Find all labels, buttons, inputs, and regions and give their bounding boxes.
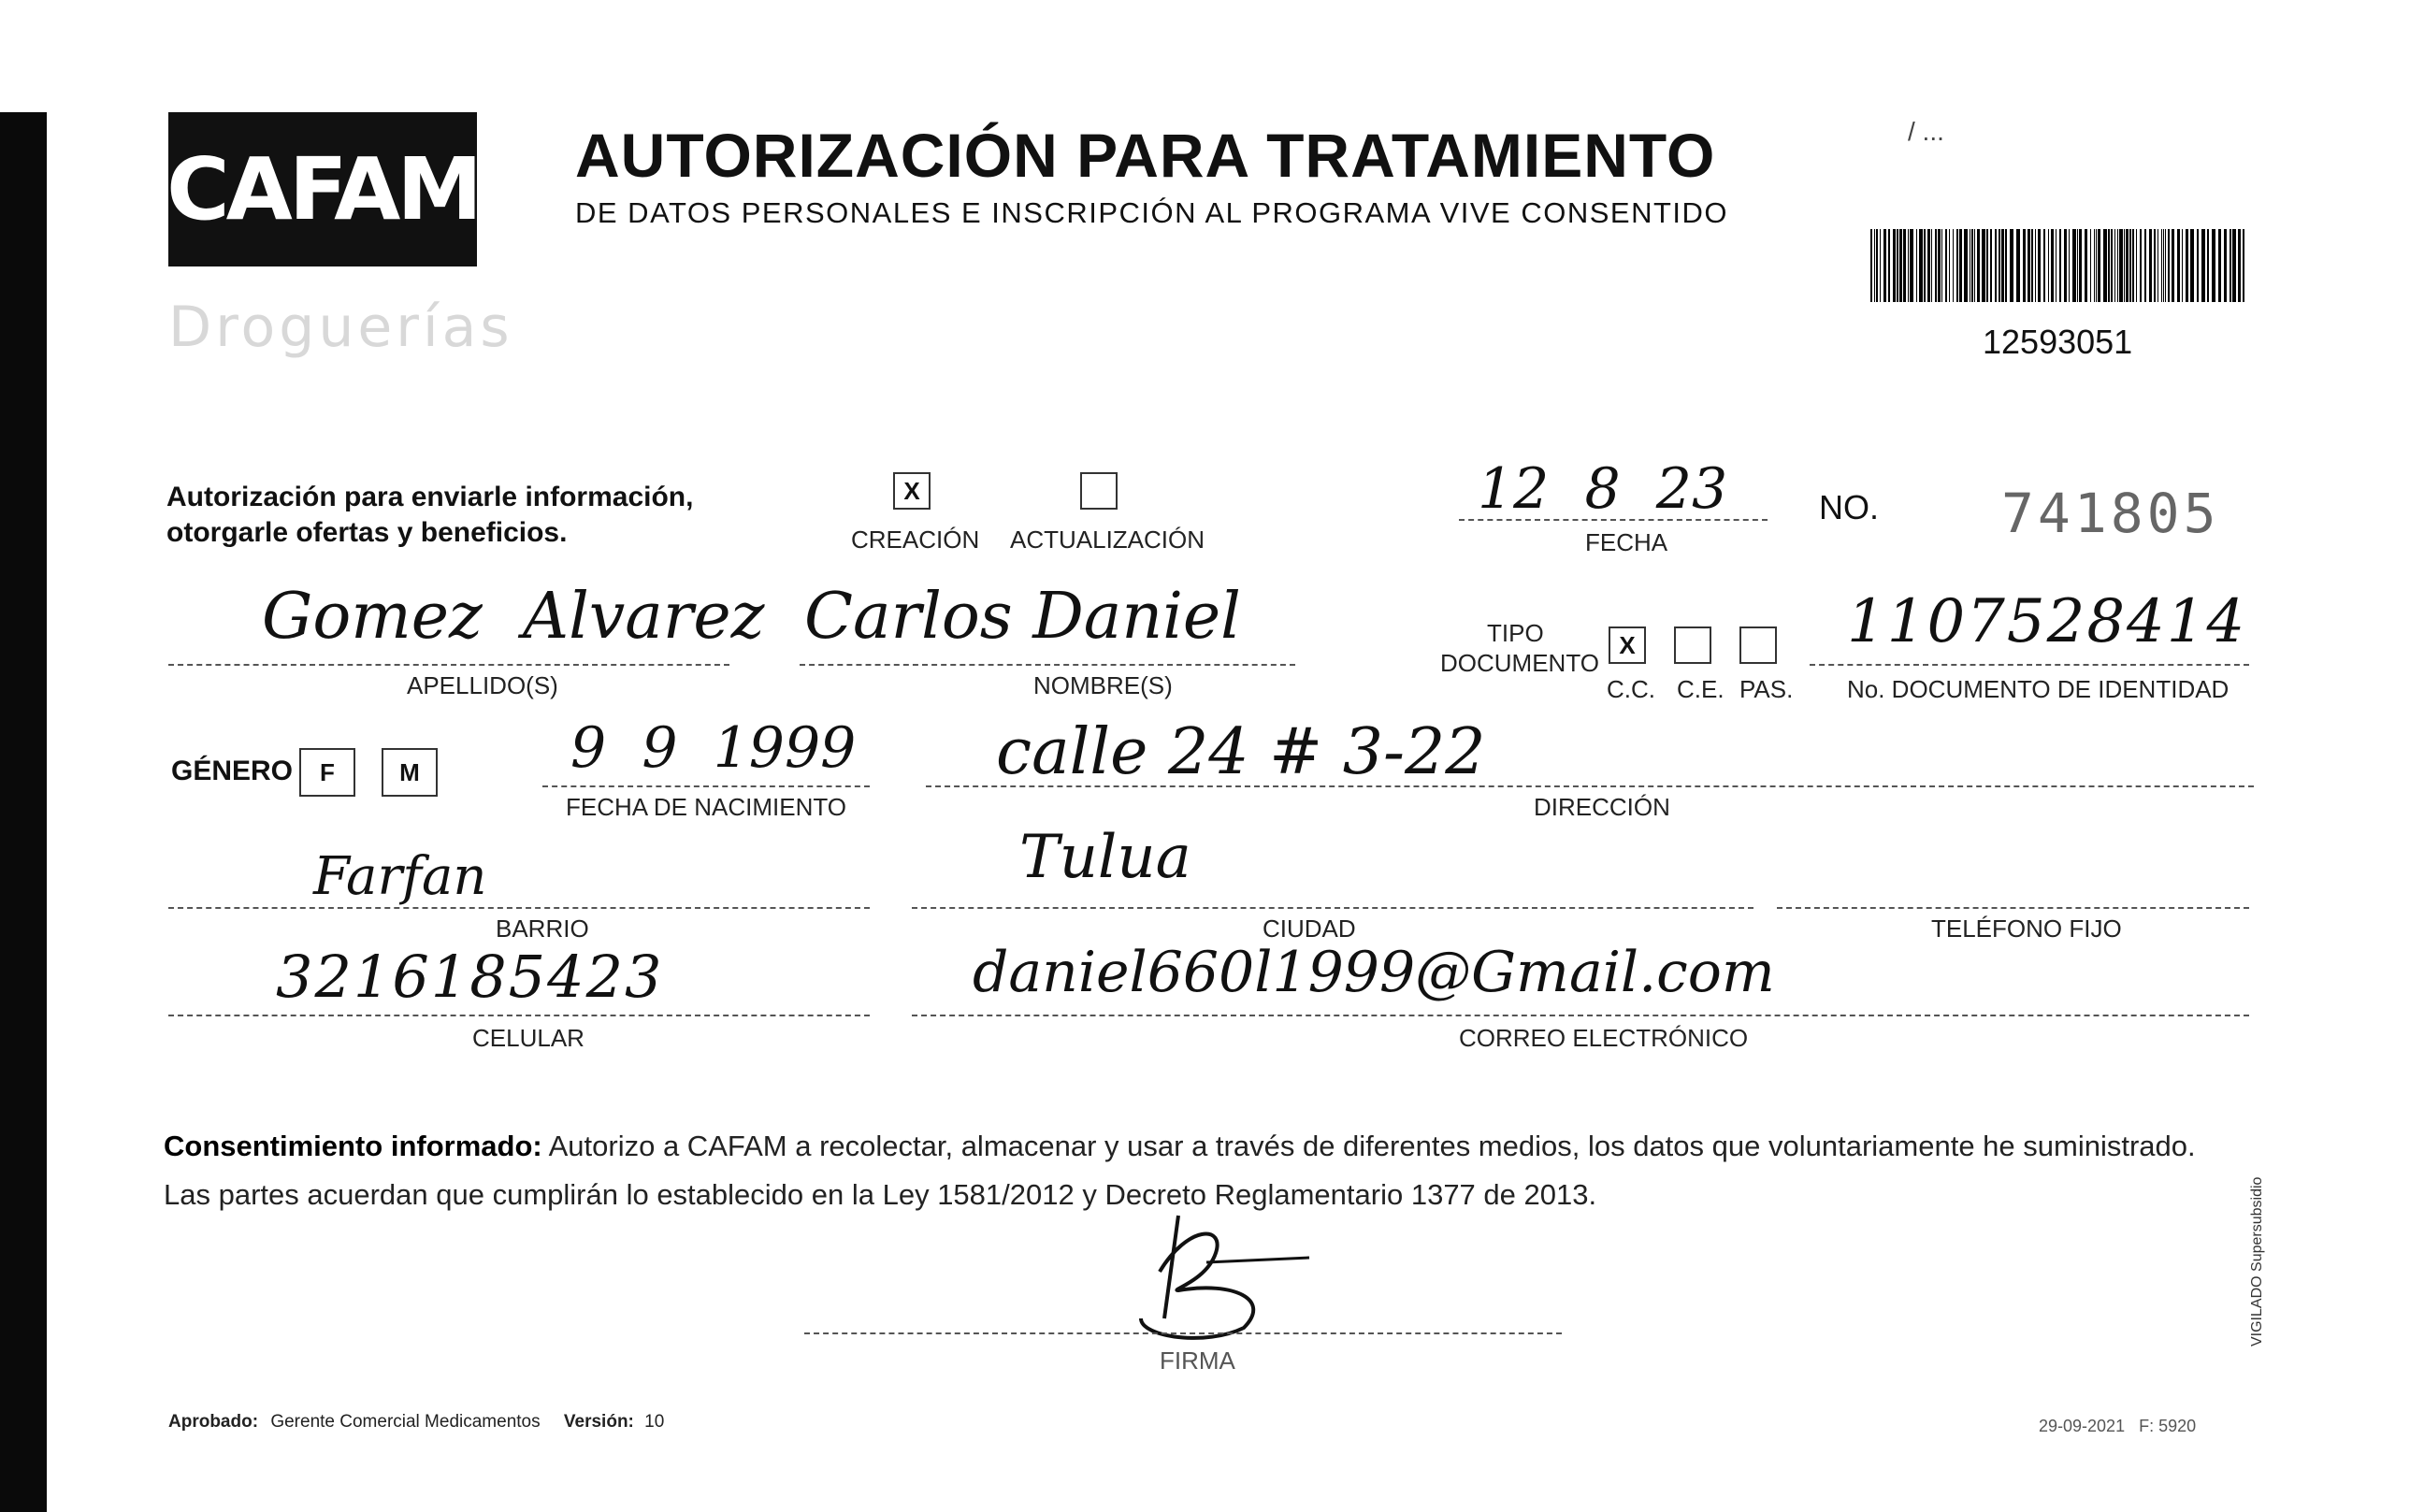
- pas-label: PAS.: [1739, 675, 1794, 703]
- correo-label: CORREO ELECTRÓNICO: [1459, 1024, 1749, 1052]
- apellidos-label: APELLIDO(S): [407, 671, 558, 699]
- actualizacion-checkbox[interactable]: [1080, 472, 1118, 510]
- tipo-label: TIPO: [1487, 619, 1544, 647]
- ciudad-label: CIUDAD: [1263, 914, 1356, 943]
- corner-mark: / ...: [1908, 117, 1944, 146]
- telefono-line: [1777, 907, 2249, 909]
- barcode: [1870, 229, 2244, 302]
- nacimiento-value[interactable]: 9 9 1999: [570, 715, 857, 781]
- fecha-value[interactable]: 12 8 23: [1478, 456, 1728, 522]
- creacion-label: CREACIÓN: [851, 526, 980, 554]
- intro-line-1: Autorización para enviarle información,: [166, 482, 694, 512]
- firma-label: FIRMA: [1160, 1346, 1235, 1375]
- actualizacion-label: ACTUALIZACIÓN: [1010, 526, 1205, 554]
- no-label: NO.: [1819, 488, 1880, 526]
- nombres-line: [800, 664, 1295, 666]
- consent-text-2: Las partes acuerdan que cumplirán lo establecido en la Ley 1581/2012 y Decreto Reglamentario 1377 de 2013.: [164, 1178, 1597, 1211]
- aprobado-value: Gerente Comercial Medicamentos: [270, 1412, 541, 1432]
- direccion-value[interactable]: calle 24 # 3-22: [996, 715, 1486, 789]
- telefono-label: TELÉFONO FIJO: [1931, 914, 2122, 943]
- creacion-checkbox[interactable]: X: [893, 472, 931, 510]
- genero-f-checkbox[interactable]: F: [299, 748, 355, 797]
- consent-text-1: Autorizo a CAFAM a recolectar, almacenar y usar a través de diferentes medios, los datos que voluntariamente he suministrado.: [541, 1130, 2196, 1162]
- genero-label: GÉNERO: [171, 756, 294, 786]
- celular-label: CELULAR: [472, 1024, 584, 1052]
- barrio-label: BARRIO: [496, 914, 589, 943]
- barrio-line: [168, 907, 870, 909]
- version-label: Versión:: [563, 1412, 634, 1432]
- celular-line: [168, 1015, 870, 1016]
- nombres-value[interactable]: Carlos Daniel: [804, 580, 1241, 654]
- side-vertical-text: VIGILADO Supersubsidio: [2249, 1176, 2265, 1346]
- cc-label: C.C.: [1607, 675, 1655, 703]
- nombres-label: NOMBRE(S): [1033, 671, 1173, 699]
- nacimiento-label: FECHA DE NACIMIENTO: [566, 793, 847, 821]
- fecha-line: [1459, 519, 1768, 521]
- no-value: 741805: [2001, 482, 2220, 545]
- celular-value[interactable]: 3216185423: [276, 943, 664, 1011]
- genero-m-checkbox[interactable]: M: [382, 748, 438, 797]
- documento-id-label: No. DOCUMENTO DE IDENTIDAD: [1847, 675, 2230, 703]
- pas-checkbox[interactable]: [1739, 626, 1777, 664]
- direccion-label: DIRECCIÓN: [1534, 793, 1670, 821]
- logo-subtext: Droguerías: [168, 295, 513, 360]
- correo-line: [912, 1015, 2249, 1016]
- firma-line: [804, 1332, 1562, 1334]
- fecha-label: FECHA: [1585, 528, 1668, 556]
- consent-heading: Consentimiento informado:: [164, 1130, 542, 1162]
- documento-label: DOCUMENTO: [1440, 649, 1599, 677]
- barcode-number: 12593051: [1983, 323, 2133, 361]
- intro-line-2: otorgarle ofertas y beneficios.: [166, 517, 568, 548]
- cafam-logo: CAFAM: [168, 112, 477, 266]
- aprobado-label: Aprobado:: [168, 1412, 259, 1432]
- barrio-value[interactable]: Farfan: [313, 846, 487, 907]
- footer-approval: [168, 1412, 664, 1433]
- consent-paragraph: [164, 1122, 2249, 1219]
- documento-value[interactable]: 1107528414: [1847, 587, 2247, 656]
- footer-date-code: 29-09-2021 F: 5920: [2039, 1417, 2197, 1435]
- nacimiento-line: [542, 785, 870, 787]
- ce-checkbox[interactable]: [1674, 626, 1711, 664]
- direccion-line: [926, 785, 2254, 787]
- cc-checkbox[interactable]: X: [1609, 626, 1646, 664]
- left-scan-bar: [0, 112, 47, 1512]
- documento-line: [1810, 664, 2249, 666]
- form-subtitle: DE DATOS PERSONALES E INSCRIPCIÓN AL PROGRAMA VIVE CONSENTIDO: [575, 196, 1729, 229]
- ciudad-value[interactable]: Tulua: [1019, 823, 1191, 892]
- version-value: 10: [644, 1412, 665, 1432]
- ciudad-line: [912, 907, 1753, 909]
- apellidos-line: [168, 664, 729, 666]
- apellidos-value[interactable]: Gomez Alvarez: [262, 580, 765, 654]
- ce-label: C.E.: [1677, 675, 1725, 703]
- correo-value[interactable]: daniel660l1999@Gmail.com: [973, 940, 1775, 1005]
- form-title: AUTORIZACIÓN PARA TRATAMIENTO: [575, 121, 1716, 190]
